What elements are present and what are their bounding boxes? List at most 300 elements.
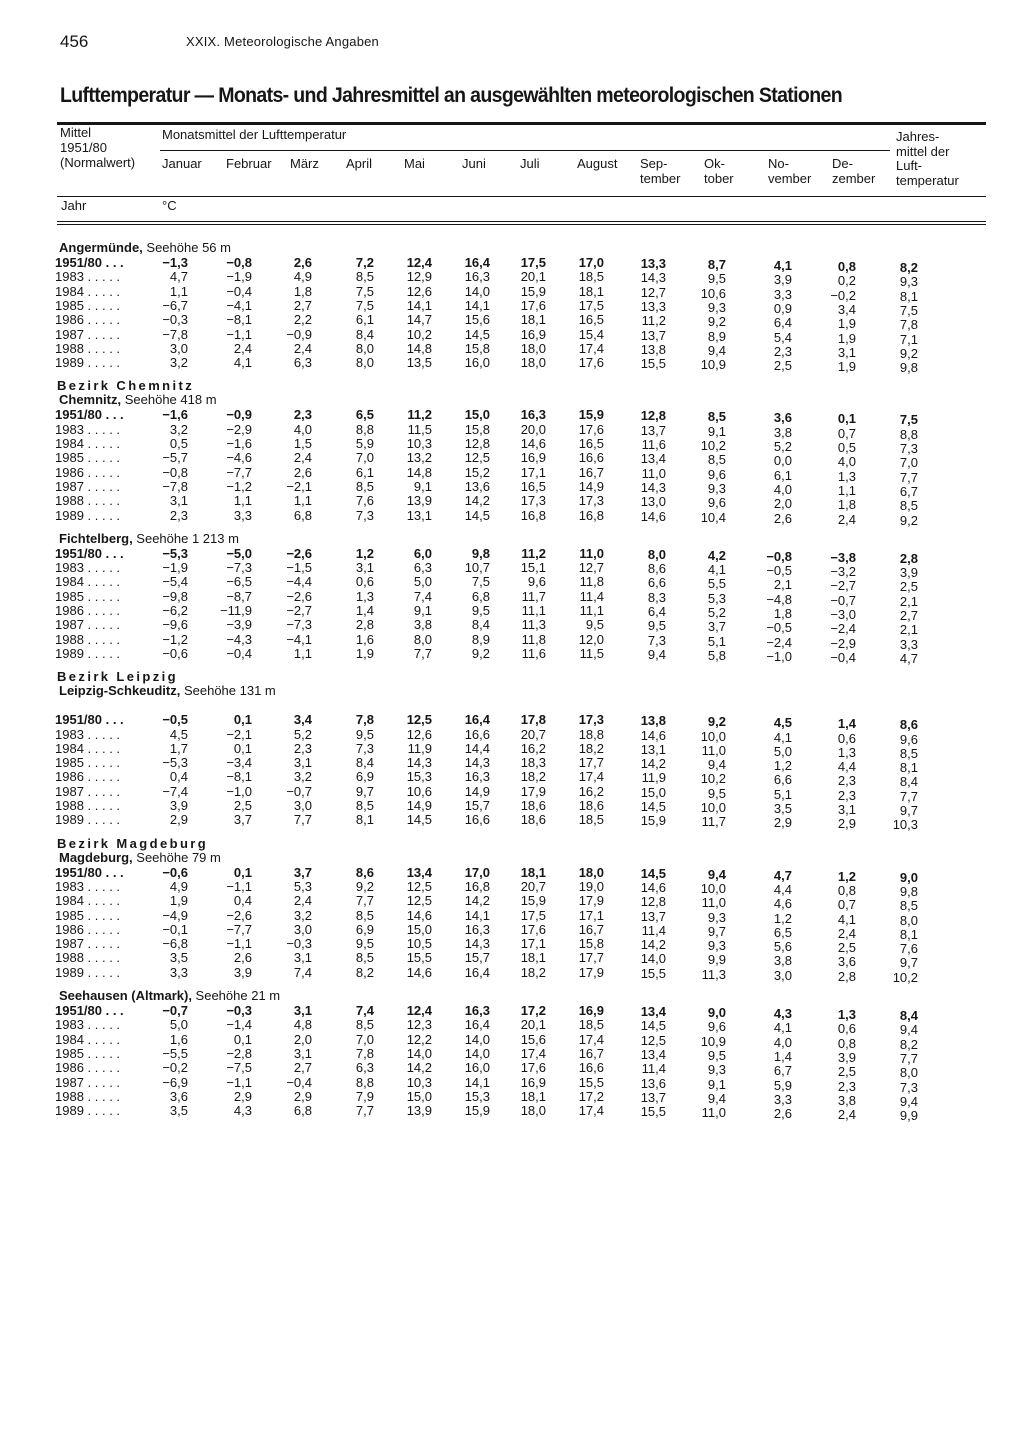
table-cell: 1,4 — [837, 716, 856, 732]
table-cell: 7,5 — [899, 302, 918, 318]
table-cell: 4,0 — [837, 454, 856, 470]
month-header-line2: tober — [704, 171, 734, 186]
table-cell: 5,3 — [293, 878, 312, 894]
table-cell: 2,8 — [355, 617, 374, 633]
table-cell: 17,4 — [578, 1103, 604, 1119]
table-cell: −6,8 — [162, 936, 188, 952]
table-cell: 12,5 — [406, 712, 432, 728]
row-label: 1986 . . . . . — [55, 1060, 121, 1076]
table-cell: 2,5 — [837, 1064, 856, 1080]
table-row — [0, 312, 1024, 333]
table-cell: 4,5 — [773, 715, 792, 731]
table-cell: 15,7 — [464, 950, 490, 966]
table-cell: −2,1 — [226, 726, 252, 742]
table-cell: 3,9 — [837, 1049, 856, 1065]
table-cell: 16,4 — [464, 1017, 490, 1033]
row-label: 1984 . . . . . — [55, 574, 121, 590]
table-cell: 14,0 — [464, 1045, 490, 1061]
table-cell: 0,4 — [169, 769, 188, 785]
table-cell: 6,9 — [355, 921, 374, 937]
station-altitude: Seehöhe 131 m — [180, 683, 276, 699]
table-cell: −1,1 — [226, 936, 252, 952]
table-cell: −0,8 — [766, 548, 792, 564]
table-cell: 6,5 — [773, 924, 792, 940]
table-cell: 9,2 — [355, 878, 374, 894]
table-cell: 9,5 — [647, 618, 666, 634]
table-cell: 13,7 — [640, 422, 666, 438]
table-cell: 18,5 — [578, 812, 604, 828]
table-cell: 13,9 — [406, 1103, 432, 1119]
table-cell: 7,7 — [899, 788, 918, 804]
table-cell: 7,6 — [355, 493, 374, 509]
table-cell: 8,4 — [899, 774, 918, 790]
table-cell: −0,5 — [162, 712, 188, 728]
table-cell: 17,9 — [578, 964, 604, 980]
table-cell: 16,5 — [578, 312, 604, 328]
table-row — [0, 407, 1024, 428]
row-label: 1988 . . . . . — [55, 631, 121, 647]
table-cell: 2,6 — [773, 1106, 792, 1122]
table-cell: 9,7 — [899, 955, 918, 971]
table-cell: 8,1 — [355, 812, 374, 828]
table-row — [0, 340, 1024, 361]
table-cell: −1,0 — [766, 648, 792, 664]
table-cell: 6,6 — [647, 575, 666, 591]
row-label: 1988 . . . . . — [55, 493, 121, 509]
table-cell: 7,3 — [355, 740, 374, 756]
table-cell: 16,6 — [578, 1060, 604, 1076]
table-row — [0, 255, 1024, 275]
rule-header-bottom — [57, 221, 986, 222]
table-cell: −1,6 — [226, 436, 252, 451]
table-cell: 8,4 — [355, 755, 374, 771]
row-label: 1986 . . . . . — [55, 921, 121, 937]
table-cell: 14,6 — [640, 508, 666, 524]
table-cell: 10,0 — [700, 728, 726, 744]
table-row — [0, 712, 1024, 733]
bezirk-heading: Bezirk Magdeburg — [57, 835, 209, 851]
table-cell: −0,7 — [286, 783, 312, 799]
table-cell: 10,2 — [406, 326, 432, 342]
table-cell: 1,3 — [837, 1007, 856, 1022]
table-cell: −1,9 — [162, 560, 188, 576]
table-cell: 2,6 — [293, 255, 312, 270]
table-cell: −0,3 — [162, 312, 188, 328]
table-row — [0, 726, 1024, 747]
bezirk-heading: Bezirk Leipzig — [57, 669, 179, 685]
table-cell: 15,9 — [578, 407, 604, 423]
table-cell: 10,2 — [700, 771, 726, 787]
table-cell: 16,4 — [464, 712, 490, 728]
table-row — [0, 755, 1024, 776]
table-cell: 2,8 — [837, 968, 856, 984]
table-cell: 18,0 — [520, 1103, 546, 1119]
table-cell: 0,7 — [837, 897, 856, 913]
table-cell: 14,3 — [640, 479, 666, 495]
table-cell: 15,6 — [520, 1031, 546, 1047]
table-cell: 4,4 — [773, 881, 792, 897]
table-cell: 8,2 — [899, 260, 918, 275]
table-cell: 2,1 — [773, 577, 792, 593]
table-cell: 3,1 — [293, 1045, 312, 1061]
table-cell: 16,2 — [578, 783, 604, 799]
table-cell: 11,5 — [407, 421, 432, 437]
table-cell: 9,6 — [707, 466, 726, 482]
row-label: 1987 . . . . . — [55, 617, 121, 633]
table-cell: −7,4 — [162, 783, 188, 799]
table-cell: 1,8 — [293, 283, 312, 299]
table-cell: −0,8 — [226, 255, 252, 270]
table-cell: 8,4 — [899, 1008, 918, 1023]
table-cell: 1,6 — [169, 1031, 188, 1047]
table-cell: 10,9 — [700, 357, 726, 373]
table-cell: 5,0 — [773, 743, 792, 759]
table-cell: 3,7 — [293, 864, 312, 880]
table-cell: 1,7 — [169, 740, 188, 756]
table-cell: 11,4 — [641, 922, 666, 938]
table-cell: 10,0 — [700, 880, 726, 896]
table-cell: 9,7 — [899, 803, 918, 818]
table-cell: 4,1 — [773, 258, 792, 273]
station-heading — [59, 240, 231, 255]
table-cell: 13,2 — [406, 450, 432, 466]
table-cell: 20,1 — [520, 269, 546, 285]
station-altitude: Seehöhe 79 m — [132, 849, 221, 865]
table-row — [0, 283, 1024, 304]
table-row — [0, 617, 1024, 638]
table-cell: 9,3 — [707, 938, 726, 954]
table-cell: 11,0 — [701, 895, 726, 911]
table-cell: 9,2 — [899, 512, 918, 528]
table-cell: 11,8 — [579, 574, 604, 590]
table-cell: 9,3 — [707, 1062, 726, 1078]
table-cell: −1,4 — [226, 1017, 252, 1033]
table-cell: −0,4 — [226, 645, 252, 661]
table-cell: 11,5 — [579, 645, 604, 661]
table-row — [0, 921, 1024, 942]
table-cell: 4,0 — [773, 1034, 792, 1050]
table-cell: 16,8 — [464, 878, 490, 894]
table-cell: −1,1 — [226, 326, 252, 342]
table-cell: 2,0 — [293, 1031, 312, 1047]
table-cell: 4,1 — [773, 729, 792, 745]
table-cell: 16,0 — [464, 1060, 490, 1076]
table-cell: 8,6 — [355, 864, 374, 880]
table-row — [0, 964, 1024, 985]
table-cell: −7,3 — [286, 617, 312, 633]
table-cell: 7,3 — [647, 632, 666, 648]
table-row — [0, 421, 1024, 442]
month-header: Mai — [404, 156, 425, 171]
table-cell: −2,4 — [830, 621, 856, 637]
table-cell: 11,4 — [641, 1061, 666, 1077]
table-cell: 0,1 — [233, 1031, 252, 1047]
table-cell: 13,7 — [640, 908, 666, 924]
table-cell: 3,1 — [355, 560, 374, 576]
table-cell: 7,8 — [899, 317, 918, 333]
table-cell: 6,8 — [293, 507, 312, 523]
table-cell: 6,8 — [293, 1103, 312, 1119]
table-cell: 2,7 — [293, 1060, 312, 1076]
table-row — [0, 355, 1024, 376]
table-cell: 20,7 — [520, 878, 546, 894]
table-row — [0, 878, 1024, 899]
table-cell: 15,3 — [464, 1088, 490, 1104]
table-cell: 19,0 — [578, 878, 604, 894]
table-cell: 1,8 — [837, 497, 856, 513]
table-cell: 16,3 — [464, 1003, 490, 1018]
table-cell: −0,1 — [162, 921, 188, 937]
row-label: 1988 . . . . . — [55, 798, 121, 813]
table-cell: 3,0 — [293, 921, 312, 937]
table-cell: −6,5 — [226, 574, 252, 590]
table-cell: 5,2 — [707, 605, 726, 620]
table-cell: −0,7 — [830, 592, 856, 608]
table-cell: −6,7 — [162, 297, 188, 313]
table-cell: 6,3 — [355, 1060, 374, 1076]
table-cell: 9,3 — [707, 909, 726, 925]
table-cell: 8,8 — [355, 1074, 374, 1090]
table-cell: 2,3 — [293, 407, 312, 423]
table-cell: 9,6 — [707, 495, 726, 511]
table-cell: 9,9 — [707, 952, 726, 968]
table-cell: 17,6 — [578, 421, 604, 437]
table-cell: 7,3 — [355, 507, 374, 523]
table-cell: −0,8 — [162, 464, 188, 480]
table-cell: 2,5 — [837, 940, 856, 956]
table-cell: −2,8 — [226, 1045, 252, 1061]
table-cell: 15,2 — [464, 464, 490, 480]
table-cell: 14,1 — [406, 297, 432, 313]
table-cell: 0,6 — [837, 730, 856, 746]
row-label: 1951/80 . . . — [55, 1003, 124, 1018]
table-cell: 3,3 — [169, 964, 188, 980]
table-cell: 14,6 — [406, 907, 432, 923]
page-title: Lufttemperatur — Monats- und Jahresmittel an ausgewählten meteorologischen Stationen — [60, 84, 842, 107]
table-cell: 0,1 — [233, 712, 252, 728]
table-cell: 15,1 — [520, 560, 546, 576]
table-cell: 13,3 — [640, 298, 666, 314]
rule-top — [57, 122, 986, 125]
month-header: De- — [832, 156, 853, 171]
table-cell: −0,4 — [286, 1074, 312, 1090]
table-cell: 14,2 — [406, 1060, 432, 1076]
table-cell: 9,6 — [707, 1019, 726, 1035]
table-cell: 14,3 — [406, 755, 432, 771]
row-label: 1985 . . . . . — [55, 588, 121, 604]
table-cell: 4,1 — [837, 911, 856, 927]
table-cell: 17,0 — [578, 255, 604, 270]
table-cell: 11,0 — [579, 545, 604, 561]
table-cell: 6,0 — [413, 545, 432, 561]
table-cell: −1,5 — [286, 560, 312, 576]
table-cell: 3,9 — [169, 798, 188, 813]
station-heading — [59, 531, 239, 546]
table-cell: 18,2 — [520, 769, 546, 785]
table-cell: 8,2 — [355, 964, 374, 980]
table-cell: 4,1 — [773, 1020, 792, 1036]
table-cell: 18,6 — [520, 812, 546, 828]
table-cell: −4,9 — [162, 907, 188, 923]
table-cell: 15,4 — [578, 326, 604, 342]
table-cell: 15,8 — [464, 340, 490, 356]
table-cell: 13,1 — [640, 741, 666, 757]
table-cell: 0,2 — [837, 273, 856, 289]
table-cell: 11,1 — [521, 603, 546, 618]
table-cell: 9,0 — [899, 869, 918, 885]
table-cell: 18,6 — [520, 798, 546, 813]
table-cell: 15,0 — [406, 921, 432, 937]
row-label: 1951/80 . . . — [55, 864, 124, 880]
table-cell: 2,7 — [899, 608, 918, 623]
table-cell: 14,1 — [464, 1074, 490, 1090]
table-cell: 16,7 — [578, 464, 604, 480]
table-cell: 2,4 — [837, 1107, 856, 1123]
table-cell: 14,5 — [464, 326, 490, 342]
table-cell: 3,9 — [233, 964, 252, 980]
header-annual-2: mittel der — [896, 144, 950, 159]
table-cell: 14,7 — [406, 312, 432, 328]
table-cell: −1,0 — [226, 783, 252, 799]
table-cell: 18,5 — [578, 1017, 604, 1033]
row-label: 1989 . . . . . — [55, 964, 121, 980]
table-cell: 11,6 — [641, 437, 666, 452]
table-cell: 10,5 — [406, 936, 432, 952]
table-cell: 0,0 — [773, 453, 792, 469]
table-cell: 17,9 — [578, 893, 604, 909]
table-cell: 16,9 — [520, 326, 546, 342]
table-cell: 12,7 — [640, 284, 666, 300]
table-cell: 15,9 — [464, 1103, 490, 1119]
table-cell: −5,5 — [162, 1045, 188, 1061]
table-cell: 9,4 — [707, 1090, 726, 1106]
table-cell: 2,6 — [293, 464, 312, 480]
table-cell: 4,7 — [169, 269, 188, 285]
table-cell: −0,9 — [226, 407, 252, 423]
table-cell: 14,5 — [640, 865, 666, 881]
table-cell: 17,8 — [520, 712, 546, 728]
table-cell: 18,2 — [578, 740, 604, 756]
table-cell: 8,9 — [471, 631, 490, 647]
table-cell: 14,9 — [406, 798, 432, 813]
table-cell: 1,3 — [355, 588, 374, 604]
table-cell: 11,3 — [521, 617, 546, 633]
table-cell: 8,4 — [471, 617, 490, 633]
station-heading — [59, 683, 276, 698]
row-label: 1987 . . . . . — [55, 1074, 121, 1090]
table-cell: 7,5 — [355, 283, 374, 299]
table-cell: 7,7 — [413, 645, 432, 661]
table-cell: 12,9 — [406, 269, 432, 285]
table-cell: 10,4 — [700, 509, 726, 525]
table-cell: −0,7 — [162, 1003, 188, 1018]
table-cell: 1,2 — [773, 910, 792, 926]
table-cell: 1,1 — [233, 493, 252, 509]
header-annual-4: temperatur — [896, 173, 959, 188]
table-cell: 5,4 — [773, 329, 792, 345]
table-cell: −0,3 — [226, 1003, 252, 1018]
table-cell: 6,5 — [355, 407, 374, 423]
table-cell: 3,7 — [233, 812, 252, 828]
table-cell: 9,9 — [899, 1108, 918, 1124]
table-cell: 18,0 — [520, 355, 546, 371]
table-cell: 5,9 — [773, 1077, 792, 1093]
table-cell: 4,5 — [169, 726, 188, 742]
month-header: März — [290, 156, 319, 171]
row-label: 1951/80 . . . — [55, 255, 124, 270]
table-cell: 12,5 — [640, 1032, 666, 1048]
table-cell: 2,8 — [899, 550, 918, 566]
table-cell: 8,5 — [707, 452, 726, 468]
table-cell: 7,8 — [355, 1045, 374, 1061]
table-cell: −3,2 — [830, 564, 856, 580]
table-cell: 0,7 — [837, 425, 856, 441]
table-cell: 3,1 — [293, 950, 312, 966]
table-cell: −1,2 — [226, 478, 252, 494]
table-cell: −5,4 — [162, 574, 188, 590]
table-cell: 0,9 — [773, 300, 792, 316]
table-cell: 7,9 — [355, 1088, 374, 1104]
table-cell: 9,4 — [647, 646, 666, 662]
table-cell: 8,6 — [647, 561, 666, 577]
table-cell: 2,4 — [293, 893, 312, 909]
table-cell: 16,4 — [464, 964, 490, 980]
table-cell: 9,2 — [899, 345, 918, 361]
table-cell: 16,5 — [520, 478, 546, 494]
table-cell: 2,2 — [293, 312, 312, 328]
table-cell: 13,4 — [640, 1004, 666, 1019]
table-cell: 5,1 — [707, 633, 726, 649]
table-cell: 16,0 — [464, 355, 490, 371]
table-cell: 8,0 — [355, 340, 374, 356]
row-label: 1988 . . . . . — [55, 950, 121, 966]
row-label: 1984 . . . . . — [55, 436, 121, 451]
table-cell: 14,5 — [640, 799, 666, 814]
table-cell: 14,6 — [520, 436, 546, 451]
table-cell: −1,6 — [162, 407, 188, 423]
table-cell: 11,2 — [521, 545, 546, 561]
station-heading — [59, 850, 221, 865]
table-cell: 8,4 — [355, 326, 374, 342]
table-cell: 16,3 — [464, 921, 490, 937]
table-cell: 9,4 — [707, 866, 726, 882]
table-cell: 5,2 — [293, 726, 312, 742]
table-cell: 8,5 — [355, 907, 374, 923]
table-cell: 6,4 — [773, 315, 792, 331]
table-cell: 9,5 — [471, 603, 490, 618]
table-cell: 0,4 — [233, 893, 252, 909]
table-cell: 2,1 — [899, 593, 918, 609]
table-row — [0, 450, 1024, 471]
table-cell: −2,9 — [830, 635, 856, 651]
table-cell: 1,1 — [837, 482, 856, 498]
table-cell: 18,8 — [578, 726, 604, 742]
table-row — [0, 326, 1024, 347]
table-cell: 10,3 — [406, 1074, 432, 1090]
table-row — [0, 507, 1024, 528]
table-cell: 13,5 — [406, 355, 432, 371]
table-cell: −0,2 — [162, 1060, 188, 1076]
table-cell: 18,1 — [578, 283, 604, 299]
table-row — [0, 798, 1024, 818]
table-cell: 17,1 — [520, 936, 546, 952]
station-name: Magdeburg, — [59, 849, 133, 865]
row-label: 1983 . . . . . — [55, 1017, 121, 1033]
table-cell: 13,7 — [640, 327, 666, 343]
table-cell: 11,7 — [521, 588, 546, 604]
rule-monthly-group — [160, 150, 890, 151]
row-label: 1989 . . . . . — [55, 1103, 121, 1119]
